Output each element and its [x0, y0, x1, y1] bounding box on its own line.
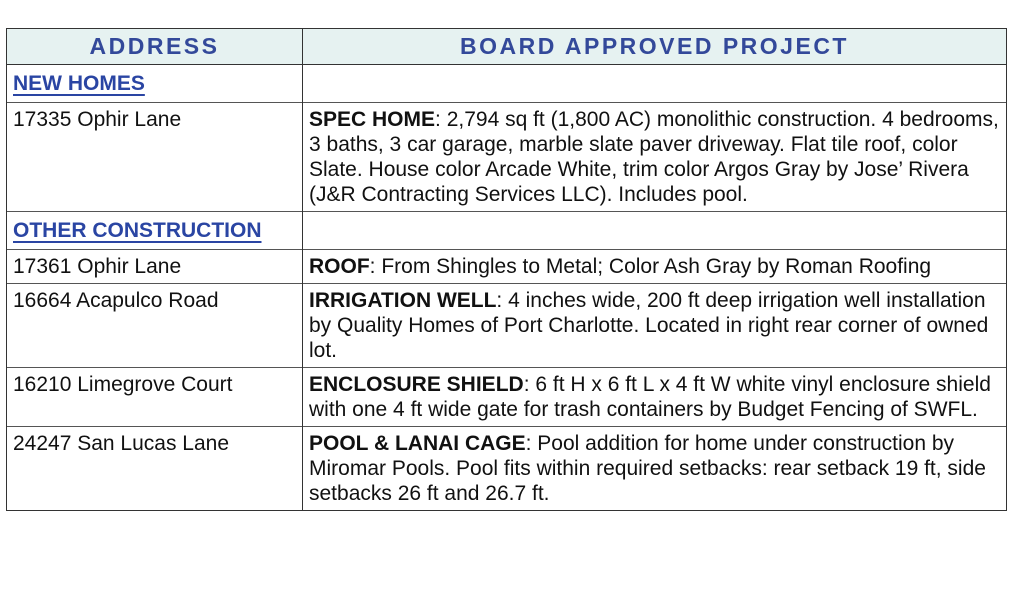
project-description: : Pool addition for home under construction by Miromar Pools. Pool fits within required setbacks: rear setback 19 ft, side setbacks 26 ft and 26.7 ft. — [309, 432, 986, 505]
project-cell — [303, 284, 1007, 368]
table-header-row — [7, 29, 1007, 65]
address-cell: 17361 Ophir Lane — [7, 250, 303, 284]
project-title: ROOF — [309, 255, 370, 278]
address-cell: 16664 Acapulco Road — [7, 284, 303, 368]
approved-projects-table — [6, 28, 1007, 511]
project-column-header: BOARD APPROVED PROJECT — [303, 29, 1007, 65]
address-cell: 16210 Limegrove Court — [7, 368, 303, 427]
address-cell: 17335 Ophir Lane — [7, 103, 303, 212]
empty-cell — [303, 212, 1007, 250]
project-title: POOL & LANAI CAGE — [309, 432, 526, 455]
project-cell — [303, 427, 1007, 511]
project-description: : 6 ft H x 6 ft L x 4 ft W white vinyl enclosure shield with one 4 ft wide gate for trash containers by Budget Fencing of SWFL. — [309, 373, 991, 421]
table-row — [7, 103, 1007, 212]
table-row — [7, 284, 1007, 368]
project-cell — [303, 368, 1007, 427]
address-column-header: ADDRESS — [7, 29, 303, 65]
section-row-other-construction — [7, 212, 1007, 250]
project-title: IRRIGATION WELL — [309, 289, 497, 312]
project-cell — [303, 250, 1007, 284]
table-row — [7, 368, 1007, 427]
project-cell — [303, 103, 1007, 212]
table-row — [7, 427, 1007, 511]
section-heading-other-construction: OTHER CONSTRUCTION — [7, 212, 303, 250]
project-description: : 4 inches wide, 200 ft deep irrigation well installation by Quality Homes of Port Charlotte. Located in right rear corner of owned lot. — [309, 289, 989, 362]
project-description: : From Shingles to Metal; Color Ash Gray by Roman Roofing — [369, 255, 932, 278]
section-row-new-homes — [7, 65, 1007, 103]
project-description: : 2,794 sq ft (1,800 AC) monolithic construction. 4 bedrooms, 3 baths, 3 car garage, marble slate paver driveway. Flat tile roof, color Slate. House color Arcade White, trim color Argos Gray by Jose’ Rivera (J&R Contracting Services LLC). Includes pool. — [309, 108, 999, 206]
project-title: ENCLOSURE SHIELD — [309, 373, 524, 396]
section-heading-new-homes: NEW HOMES — [7, 65, 303, 103]
empty-cell — [303, 65, 1007, 103]
address-cell: 24247 San Lucas Lane — [7, 427, 303, 511]
table-row — [7, 250, 1007, 284]
project-title: SPEC HOME — [309, 108, 436, 131]
